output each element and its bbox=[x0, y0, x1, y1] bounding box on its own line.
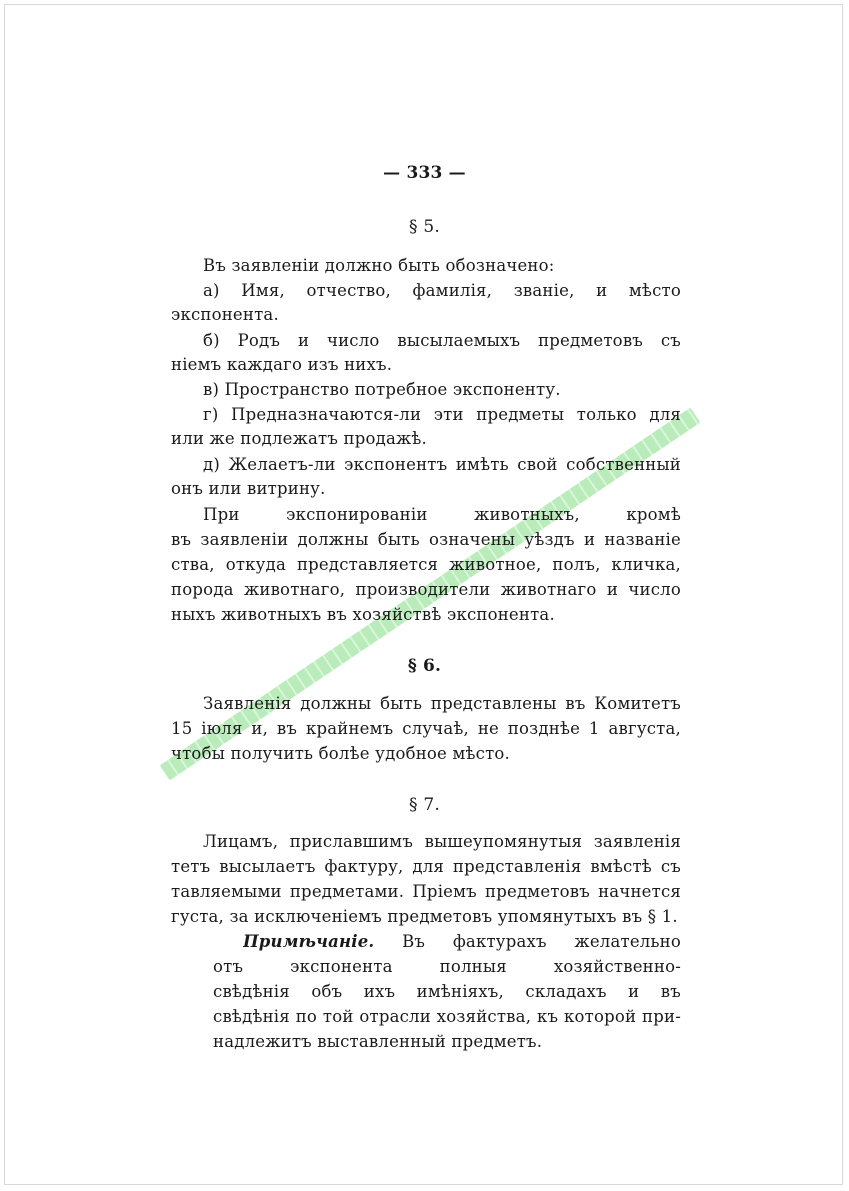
paragraph-line: или же подлежатъ продажѣ. bbox=[171, 429, 427, 448]
note-title: Примѣчаніе. bbox=[243, 932, 375, 951]
paragraph-line: тавляемыми предметами. Пріемъ предметовъ начнется bbox=[171, 882, 681, 901]
paragraph-line: Лицамъ, приславшимъ вышеупомянутыя заявленія bbox=[203, 832, 681, 851]
paragraph-line: Заявленія должны быть представлены въ Комитетъ bbox=[203, 694, 681, 713]
paragraph-line: а) Имя, отчество, фамилія, званіе, и мѣсто bbox=[203, 281, 681, 300]
note-line: отъ экспонента полныя хозяйственно- bbox=[213, 957, 681, 976]
section-7-heading: § 7. bbox=[409, 795, 440, 815]
paragraph-line: онъ или витрину. bbox=[171, 479, 326, 498]
paragraph-line: б) Родъ и число высылаемыхъ предметовъ съ bbox=[203, 331, 681, 350]
paragraph-line: При экспонированіи животныхъ, кромѣ bbox=[203, 505, 681, 524]
paragraph-line: Въ заявленіи должно быть обозначено: bbox=[203, 256, 555, 275]
paragraph-line: г) Предназначаются-ли эти предметы только для bbox=[203, 405, 681, 424]
paragraph-line: густа, за исключеніемъ предметовъ упомянутыхъ въ § 1. bbox=[171, 907, 678, 926]
paragraph-line: ніемъ каждаго изъ нихъ. bbox=[171, 355, 393, 374]
section-5-heading: § 5. bbox=[409, 217, 440, 237]
paragraph-line: д) Желаетъ-ли экспонентъ имѣть свой собственный bbox=[203, 455, 681, 474]
note-line: свѣдѣнія по той отрасли хозяйства, къ которой при- bbox=[213, 1007, 681, 1026]
paragraph-line: чтобы получить болѣе удобное мѣсто. bbox=[171, 744, 510, 763]
paragraph-line: ныхъ животныхъ въ хозяйствѣ экспонента. bbox=[171, 605, 555, 624]
paragraph-line: 15 іюля и, въ крайнемъ случаѣ, не позднѣе 1 августа, bbox=[171, 719, 681, 738]
paragraph-line: тетъ высылаетъ фактуру, для представленія вмѣстѣ съ bbox=[171, 857, 681, 876]
note-text: Въ фактурахъ желательно bbox=[402, 932, 681, 951]
note-line: свѣдѣнія объ ихъ имѣніяхъ, складахъ и въ bbox=[213, 982, 681, 1001]
paragraph-line: в) Пространство потребное экспоненту. bbox=[203, 380, 561, 399]
page-number: — 333 — bbox=[383, 163, 466, 183]
note-first-line bbox=[243, 932, 681, 952]
paragraph-line: порода животнаго, производители животнаго и число bbox=[171, 580, 681, 599]
paragraph-line: ства, откуда представляется животное, полъ, кличка, bbox=[171, 555, 681, 574]
paragraph-line: экспонента. bbox=[171, 305, 279, 324]
note-line: надлежитъ выставленный предметъ. bbox=[213, 1032, 543, 1051]
paragraph-line: въ заявленіи должны быть означены уѣздъ и названіе bbox=[171, 530, 681, 549]
section-6-heading: § 6. bbox=[407, 656, 442, 676]
